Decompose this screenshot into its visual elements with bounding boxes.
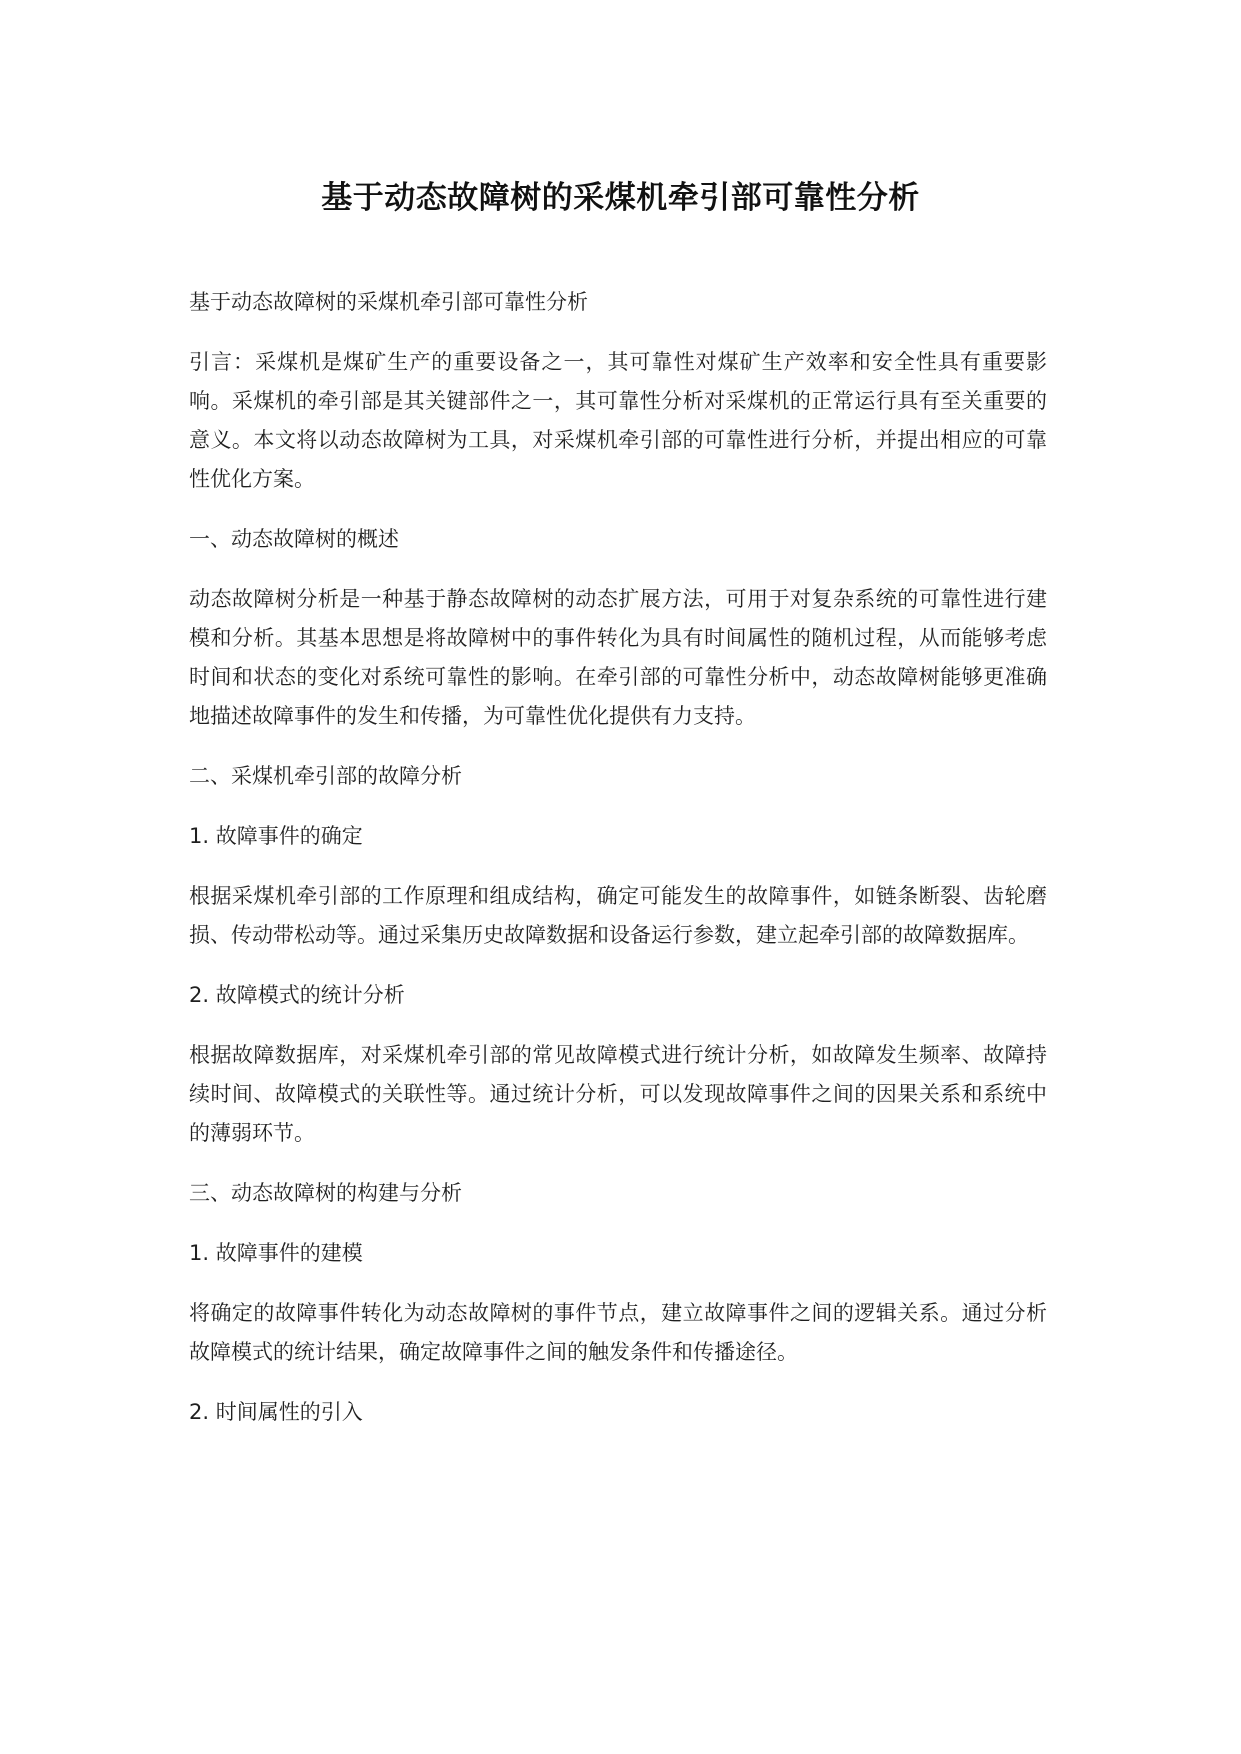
section-heading-3: 三、动态故障树的构建与分析 (189, 1181, 462, 1205)
section-1-paragraph: 动态故障树分析是一种基于静态故障树的动态扩展方法，可用于对复杂系统的可靠性进行建模和分析。其基本思想是将故障树中的事件转化为具有时间属性的随机过程，从而能够考虑时间和状态的变化对系统可靠性的影响。在牵引部的可靠性分析中，动态故障树能够更准确地描述故障事件的发生和传播，为可靠性优化提供有力支持。 (189, 587, 1047, 728)
subsection-2-1-paragraph: 根据采煤机牵引部的工作原理和组成结构，确定可能发生的故障事件，如链条断裂、齿轮磨损、传动带松动等。通过采集历史故障数据和设备运行参数，建立起牵引部的故障数据库。 (189, 884, 1047, 947)
subsection-heading-2-1: 1. 故障事件的确定 (189, 824, 363, 848)
section-heading-1: 一、动态故障树的概述 (189, 527, 399, 551)
subsection-3-1-paragraph: 将确定的故障事件转化为动态故障树的事件节点，建立故障事件之间的逻辑关系。通过分析故障模式的统计结果，确定故障事件之间的触发条件和传播途径。 (189, 1301, 1047, 1364)
document-title: 基于动态故障树的采煤机牵引部可靠性分析 (321, 180, 920, 216)
subsection-heading-3-1: 1. 故障事件的建模 (189, 1241, 363, 1265)
subsection-heading-3-2: 2. 时间属性的引入 (189, 1400, 363, 1424)
document-body (189, 283, 1047, 1432)
subsection-2-2-paragraph: 根据故障数据库，对采煤机牵引部的常见故障模式进行统计分析，如故障发生频率、故障持续时间、故障模式的关联性等。通过统计分析，可以发现故障事件之间的因果关系和系统中的薄弱环节。 (189, 1043, 1047, 1145)
intro-paragraph: 引言：采煤机是煤矿生产的重要设备之一，其可靠性对煤矿生产效率和安全性具有重要影响。采煤机的牵引部是其关键部件之一，其可靠性分析对采煤机的正常运行具有至关重要的意义。本文将以动态故障树为工具，对采煤机牵引部的可靠性进行分析，并提出相应的可靠性优化方案。 (189, 350, 1047, 491)
section-heading-2: 二、采煤机牵引部的故障分析 (189, 764, 462, 788)
subsection-heading-2-2: 2. 故障模式的统计分析 (189, 983, 405, 1007)
subtitle-paragraph: 基于动态故障树的采煤机牵引部可靠性分析 (189, 290, 588, 314)
